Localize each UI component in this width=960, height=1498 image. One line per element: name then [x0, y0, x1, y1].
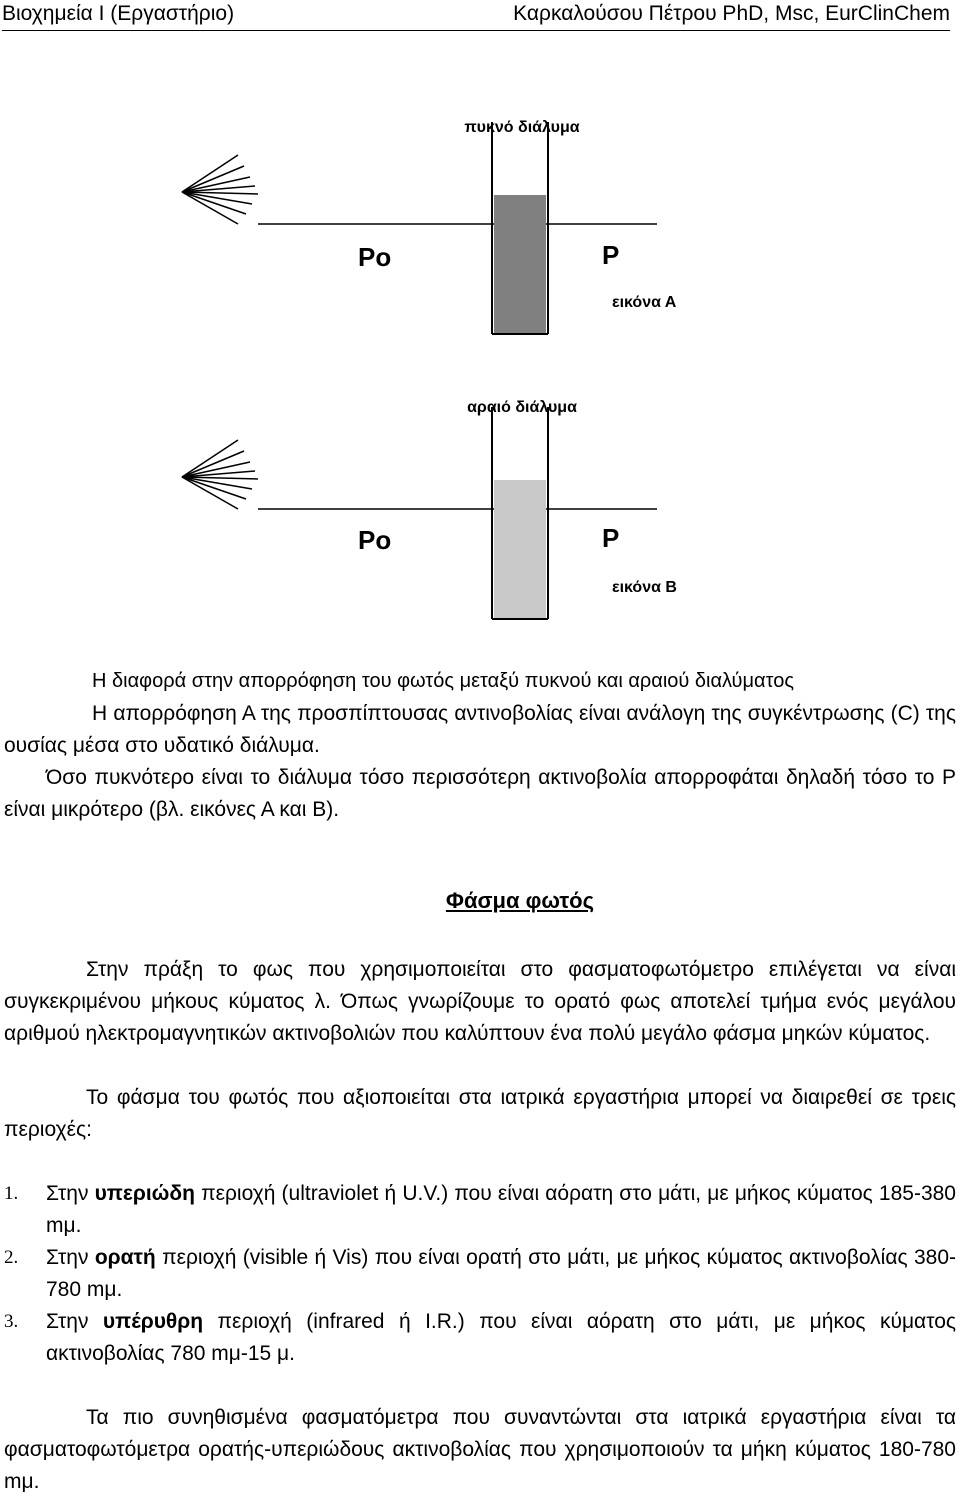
list-item	[4, 1242, 956, 1306]
region-name: ορατή	[94, 1246, 156, 1269]
figure-a-diagram	[0, 100, 960, 340]
list-text: Στην	[46, 1182, 95, 1205]
region-name: υπεριώδη	[94, 1182, 195, 1205]
light-source-rays-icon	[182, 155, 258, 224]
figure-b	[0, 385, 960, 625]
section-title: Φάσμα φωτός	[445, 888, 595, 913]
list-number: 1.	[4, 1183, 19, 1204]
list-number: 2.	[4, 1247, 19, 1268]
incident-light-label: Po	[358, 242, 392, 272]
region-name: υπέρυθρη	[102, 1310, 204, 1333]
paragraph-spectrum: Στην πράξη το φως που χρησιμοποιείται στο φασματοφωτόμετρο επιλέγεται να είναι συγκεκριμένου μήκους κύματος λ. Όπως γνωρίζουμε το ορατό φως αποτελεί τμήμα ενός μεγάλου αριθμού ηλεκτρομαγνητικών ακτινοβολιών που καλύπτουν ένα πολύ μεγάλο φάσμα μηκών κύματος.	[4, 958, 956, 1045]
figure-label: εικόνα Β	[612, 579, 677, 596]
figure-label: εικόνα Α	[612, 294, 677, 311]
header-divider	[2, 30, 950, 31]
list-text: Στην	[46, 1310, 103, 1333]
dilute-solution-fill	[494, 480, 546, 618]
paragraph-absorption: Η απορρόφηση Α της προσπίπτουσας αντινοβολίας είναι ανάλογη της συγκέντρωσης (C) της ουσίας μέσα στο υδατικό διάλυμα.	[4, 702, 956, 757]
spectrum-regions-list	[4, 1178, 956, 1370]
dense-solution-fill	[494, 195, 546, 333]
list-text: περιοχή (infrared ή I.R.) που είναι αόρατη στο μάτι, με μήκος κύματος ακτινοβολίας 780 mμ-15 μ.	[46, 1310, 956, 1365]
figure-a	[0, 100, 960, 340]
list-text: Στην	[46, 1246, 95, 1269]
header-author: Καρκαλούσου Πέτρου PhD, Msc, EurClinChem	[513, 2, 950, 25]
list-number: 3.	[4, 1311, 19, 1332]
paragraph-regions-intro: Το φάσμα του φωτός που αξιοποιείται στα ιατρικά εργαστήρια μπορεί να διαιρεθεί σε τρεις περιοχές:	[4, 1086, 956, 1141]
incident-light-label: Po	[358, 525, 392, 555]
figure-caption: Η διαφορά στην απορρόφηση του φωτός μεταξύ πυκνού και αραιού διαλύματος	[92, 670, 794, 692]
solution-label: αραιό διάλυμα	[467, 399, 577, 416]
figure-b-diagram	[0, 385, 960, 625]
paragraph-spectrometers: Τα πιο συνηθισμένα φασματόμετρα που συναντώνται στα ιατρικά εργαστήρια είναι τα φασματοφωτόμετρα ορατής-υπεριώδους ακτινοβολίας που χρησιμοποιούν τα μήκη κύματος 180-780 mμ.	[4, 1406, 956, 1493]
list-item	[4, 1178, 956, 1242]
list-text: περιοχή (ultraviolet ή U.V.) που είναι αόρατη στο μάτι, με μήκος κύματος 185-380 mμ.	[46, 1182, 956, 1237]
list-text: περιοχή (visible ή Vis) που είναι ορατή στο μάτι, με μήκος κύματος ακτινοβολίας 380-780 mμ.	[46, 1246, 956, 1301]
solution-label: πυκνό διάλυμα	[464, 119, 580, 136]
transmitted-light-label: P	[602, 523, 620, 553]
paragraph-concentration: Όσο πυκνότερο είναι το διάλυμα τόσο περισσότερη ακτινοβολία απορροφάται δηλαδή τόσο το P είναι μικρότερο (βλ. εικόνες Α και Β).	[4, 766, 956, 821]
header-course-title: Βιοχημεία Ι (Εργαστήριο)	[2, 2, 235, 25]
light-source-rays-icon	[182, 440, 258, 509]
list-item	[4, 1306, 956, 1370]
transmitted-light-label: P	[602, 240, 620, 270]
